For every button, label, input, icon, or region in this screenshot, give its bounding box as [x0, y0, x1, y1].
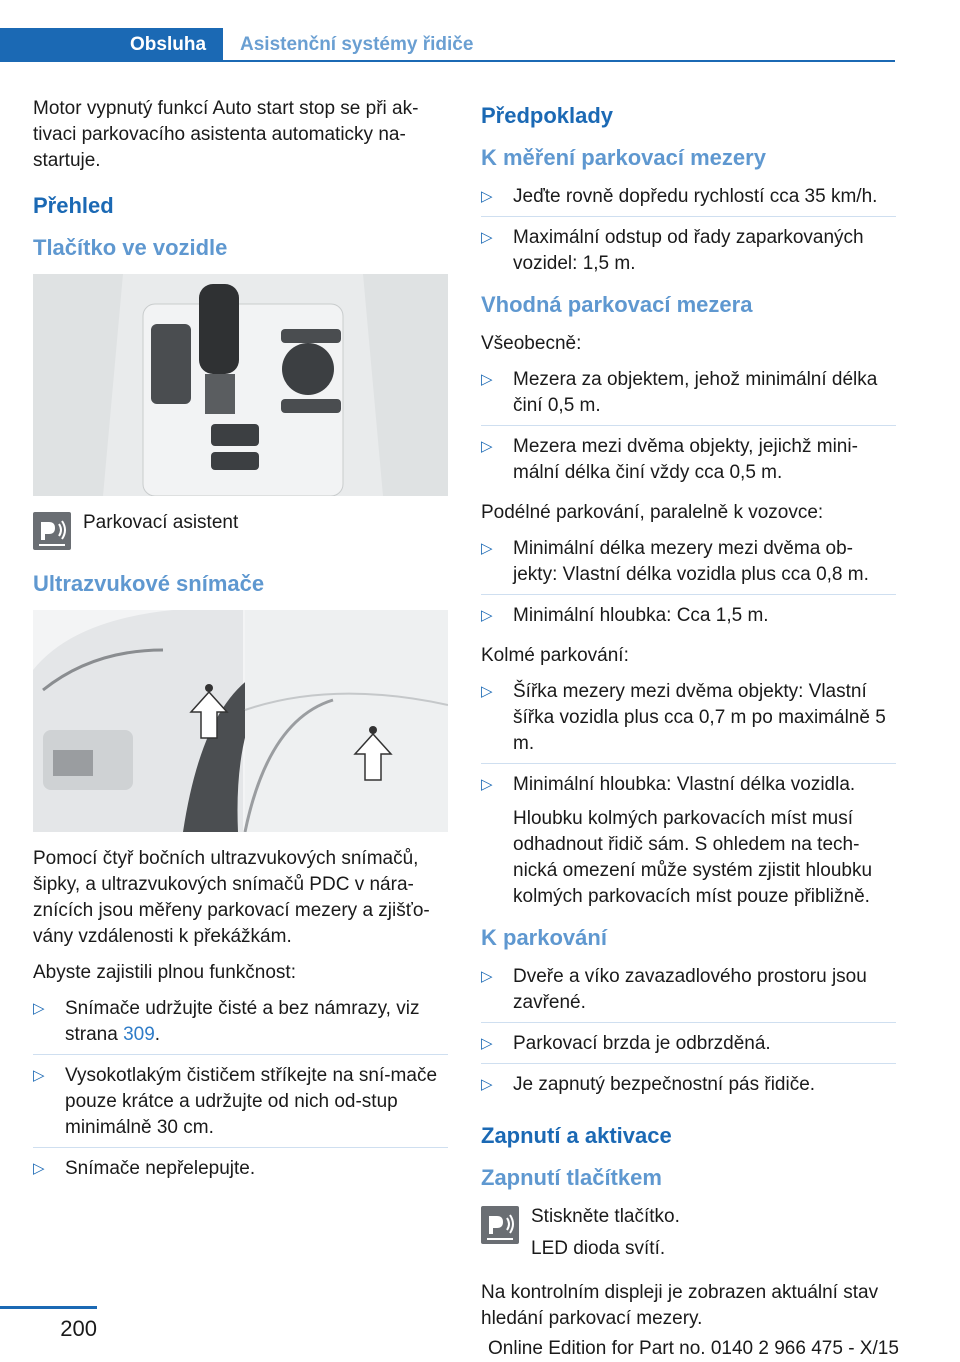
triangle-bullet-icon: ▷ — [481, 683, 493, 700]
general-list — [481, 367, 896, 492]
perpendicular-note: Hloubku kolmých parkovacích míst musí odhadnout řidič sám. S ohledem na tech-nická omezení může systém zjistit hloubku kolmých parkovacích míst pouze přibližně. — [513, 808, 873, 907]
triangle-bullet-icon: ▷ — [481, 229, 493, 246]
triangle-bullet-icon: ▷ — [33, 1160, 45, 1177]
measure-list — [481, 184, 896, 283]
heading-activation: Zapnutí a aktivace — [481, 1123, 672, 1148]
list-item: ▷ Snímače nepřelepujte. — [33, 1156, 448, 1188]
parallel-list — [481, 536, 896, 635]
triangle-bullet-icon: ▷ — [33, 1000, 45, 1017]
function-intro: Abyste zajistili plnou funkčnost: — [33, 962, 296, 983]
parking-assistant-icon — [481, 1206, 519, 1244]
heading-overview: Přehled — [33, 193, 114, 218]
list-item: ▷ Mezera mezi dvěma objekty, jejichž mini-mální délka činí vždy cca 0,5 m. — [481, 436, 858, 483]
tab-assist-systems[interactable]: Asistenční systémy řidiče — [240, 34, 474, 55]
page-link-309[interactable]: 309 — [123, 1024, 155, 1045]
parking-assist-button-row — [33, 510, 448, 558]
triangle-bullet-icon: ▷ — [481, 776, 493, 793]
triangle-bullet-icon: ▷ — [481, 1076, 493, 1093]
perpendicular-label: Kolmé parkování: — [481, 645, 629, 666]
triangle-bullet-icon: ▷ — [33, 1067, 45, 1084]
general-label: Všeobecně: — [481, 333, 582, 354]
function-list — [33, 996, 448, 1188]
heading-switch-button: Zapnutí tlačítkem — [481, 1165, 662, 1190]
heading-button-in-vehicle: Tlačítko ve vozidle — [33, 235, 228, 260]
perpendicular-list — [481, 679, 896, 916]
list-item: ▷ Minimální hloubka: Cca 1,5 m. — [481, 603, 896, 635]
list-item: ▷ Maximální odstup od řady zaparkovaných vozidel: 1,5 m. — [481, 227, 864, 274]
heading-suitable-gap: Vhodná parkovací mezera — [481, 292, 753, 317]
triangle-bullet-icon: ▷ — [481, 607, 493, 624]
parallel-label: Podélné parkování, paralelně k vozovce: — [481, 502, 824, 523]
parking-assistant-icon — [33, 512, 71, 550]
parking-list — [481, 964, 896, 1104]
triangle-bullet-icon: ▷ — [481, 968, 493, 985]
chapter-header — [0, 28, 895, 62]
page-number: 200 — [60, 1316, 97, 1341]
list-item: ▷ Mezera za objektem, jehož minimální délka činí 0,5 m. — [481, 367, 896, 426]
list-item: ▷ Minimální hloubka: Vlastní délka vozidla. Hloubku kolmých parkovacích míst musí odhadnout řidič sám. S ohledem na tech-nická omezení může systém zjistit hloubku kolmých parkovacích míst pouze přibližně. — [481, 772, 896, 916]
triangle-bullet-icon: ▷ — [481, 438, 493, 455]
edition-note: Online Edition for Part no. 0140 2 966 475 - X/15 — [488, 1338, 899, 1359]
heading-for-parking: K parkování — [481, 925, 607, 950]
footer-rule — [0, 1306, 97, 1309]
list-item: ▷ Vysokotlakým čističem stříkejte na sní-mače pouze krátce a udržujte od nich od-stup minimálně 30 cm. — [33, 1063, 448, 1148]
list-item: ▷ Dveře a víko zavazadlového prostoru jsou zavřené. — [481, 964, 896, 1023]
ultrasonic-sensor-photo — [33, 610, 448, 832]
triangle-bullet-icon: ▷ — [481, 540, 493, 557]
led-on-text: LED dioda svítí. — [531, 1238, 666, 1259]
triangle-bullet-icon: ▷ — [481, 371, 493, 388]
intro-paragraph: Motor vypnutý funkcí Auto start stop se při ak-tivaci parkovacího asistenta automaticky na-startuje. — [33, 98, 419, 171]
right-column — [481, 96, 896, 1342]
heading-prerequisites: Předpoklady — [481, 103, 614, 128]
sensors-paragraph: Pomocí čtyř bočních ultrazvukových snímačů, šipky, a ultrazvukových snímačů PDC v nára-znících jsou měřeny parkovací mezery a zjišťo-vány vzdálenosti k překážkám. — [33, 848, 430, 947]
center-console-photo — [33, 274, 448, 496]
display-paragraph: Na kontrolním displeji je zobrazen aktuální stav hledání parkovací mezery. — [481, 1282, 879, 1329]
press-button-text: Stiskněte tlačítko. — [531, 1206, 680, 1227]
press-button-row — [481, 1204, 896, 1268]
list-item: ▷ Parkovací brzda je odbrzděná. — [481, 1031, 896, 1064]
list-item: ▷ Snímače udržujte čisté a bez námrazy, viz strana 309. — [33, 996, 448, 1055]
list-item: ▷ Jeďte rovně dopředu rychlostí cca 35 km/h. — [481, 184, 896, 217]
heading-ultrasonic-sensors: Ultrazvukové snímače — [33, 571, 265, 596]
tab-obsluha[interactable]: Obsluha — [0, 28, 223, 62]
parking-assist-caption: Parkovací asistent — [83, 512, 239, 533]
list-item: ▷ Šířka mezery mezi dvěma objekty: Vlastní šířka vozidla plus cca 0,7 m po maximálně 5 m. — [481, 679, 896, 764]
list-item: ▷ Je zapnutý bezpečnostní pás řidiče. — [481, 1072, 896, 1104]
triangle-bullet-icon: ▷ — [481, 188, 493, 205]
left-column — [33, 96, 448, 1196]
triangle-bullet-icon: ▷ — [481, 1035, 493, 1052]
heading-measure-gap: K měření parkovací mezery — [481, 145, 766, 170]
list-item: ▷ Minimální délka mezery mezi dvěma ob-jekty: Vlastní délka vozidla plus cca 0,8 m. — [481, 536, 896, 595]
